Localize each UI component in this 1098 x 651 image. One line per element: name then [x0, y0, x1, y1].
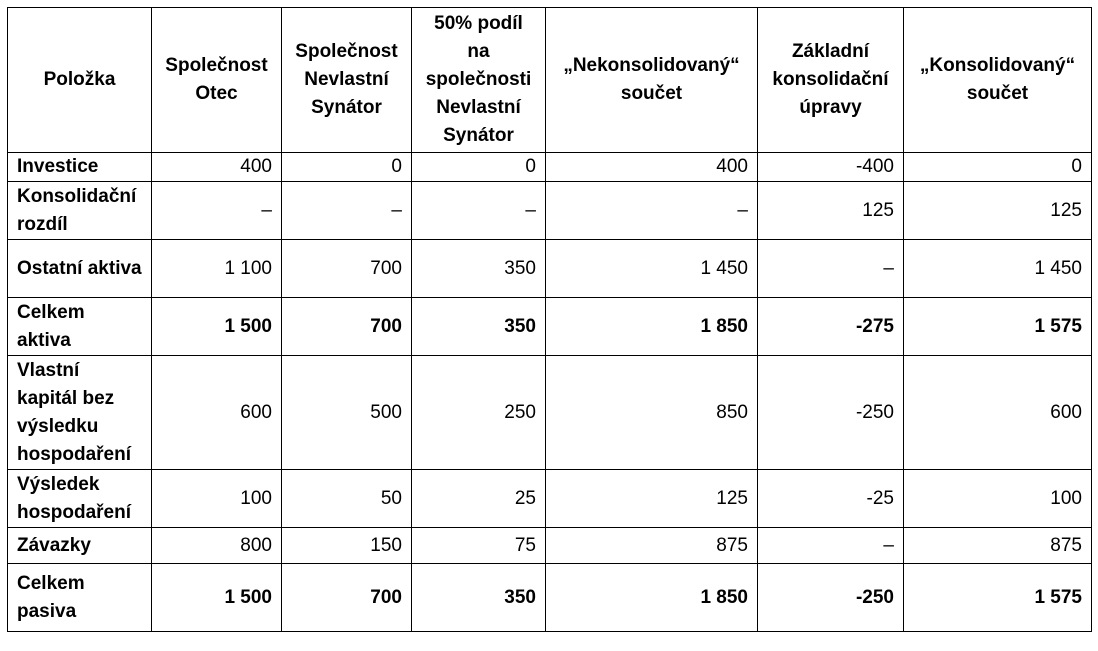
table-row — [8, 153, 1092, 182]
table-cell: 700 — [282, 240, 412, 298]
table-cell: 700 — [282, 564, 412, 632]
table-cell: 1 850 — [546, 564, 758, 632]
table-cell: 1 850 — [546, 298, 758, 356]
row-label: Ostatní aktiva — [8, 240, 152, 298]
table-cell: 0 — [412, 153, 546, 182]
table-cell: 700 — [282, 298, 412, 356]
table-cell: 1 500 — [152, 564, 282, 632]
row-label: Investice — [8, 153, 152, 182]
table-cell: 75 — [412, 528, 546, 564]
table-cell: – — [282, 182, 412, 240]
table-cell: -275 — [758, 298, 904, 356]
table-cell: – — [758, 528, 904, 564]
table-cell: 875 — [546, 528, 758, 564]
table-cell: -250 — [758, 564, 904, 632]
header-nekonsolidovany: „Nekonsolidovaný“ součet — [546, 8, 758, 153]
table-row — [8, 240, 1092, 298]
row-label: Výsledek hospodaření — [8, 470, 152, 528]
table-cell: 800 — [152, 528, 282, 564]
table-cell: 100 — [904, 470, 1092, 528]
header-konsolidovany: „Konsolidovaný“ součet — [904, 8, 1092, 153]
table-cell: 0 — [904, 153, 1092, 182]
table-cell: 600 — [152, 356, 282, 470]
table-cell: -250 — [758, 356, 904, 470]
header-synator: Společnost Nevlastní Synátor — [282, 8, 412, 153]
table-cell: 1 500 — [152, 298, 282, 356]
table-row — [8, 470, 1092, 528]
table-cell: 400 — [152, 153, 282, 182]
row-label: Konsolidační rozdíl — [8, 182, 152, 240]
table-cell: 400 — [546, 153, 758, 182]
table-cell: – — [546, 182, 758, 240]
table-row — [8, 528, 1092, 564]
row-label: Závazky — [8, 528, 152, 564]
table-cell: 350 — [412, 240, 546, 298]
consolidation-table-container — [7, 7, 1092, 632]
row-label: Vlastní kapitál bez výsledku hospodaření — [8, 356, 152, 470]
table-cell: 875 — [904, 528, 1092, 564]
table-cell: 1 450 — [546, 240, 758, 298]
header-polozka: Položka — [8, 8, 152, 153]
table-cell: 1 450 — [904, 240, 1092, 298]
table-row — [8, 564, 1092, 632]
table-cell: 50 — [282, 470, 412, 528]
header-otec: Společnost Otec — [152, 8, 282, 153]
table-cell: – — [412, 182, 546, 240]
table-cell: 600 — [904, 356, 1092, 470]
row-label: Celkem pasiva — [8, 564, 152, 632]
row-label: Celkem aktiva — [8, 298, 152, 356]
table-cell: 1 575 — [904, 564, 1092, 632]
consolidation-table — [7, 7, 1092, 632]
header-podil: 50% podíl na společnosti Nevlastní Synátor — [412, 8, 546, 153]
table-cell: 125 — [758, 182, 904, 240]
table-cell: 250 — [412, 356, 546, 470]
table-cell: 1 100 — [152, 240, 282, 298]
table-row — [8, 182, 1092, 240]
table-cell: 500 — [282, 356, 412, 470]
table-row — [8, 356, 1092, 470]
table-cell: 850 — [546, 356, 758, 470]
table-cell: 125 — [546, 470, 758, 528]
table-cell: -400 — [758, 153, 904, 182]
table-cell: 350 — [412, 298, 546, 356]
table-cell: 1 575 — [904, 298, 1092, 356]
table-cell: – — [152, 182, 282, 240]
table-cell: 150 — [282, 528, 412, 564]
table-cell: 0 — [282, 153, 412, 182]
table-row — [8, 298, 1092, 356]
table-cell: – — [758, 240, 904, 298]
table-cell: -25 — [758, 470, 904, 528]
table-cell: 350 — [412, 564, 546, 632]
table-cell: 100 — [152, 470, 282, 528]
table-cell: 125 — [904, 182, 1092, 240]
header-row — [8, 8, 1092, 153]
table-cell: 25 — [412, 470, 546, 528]
header-upravy: Základní konsolidační úpravy — [758, 8, 904, 153]
